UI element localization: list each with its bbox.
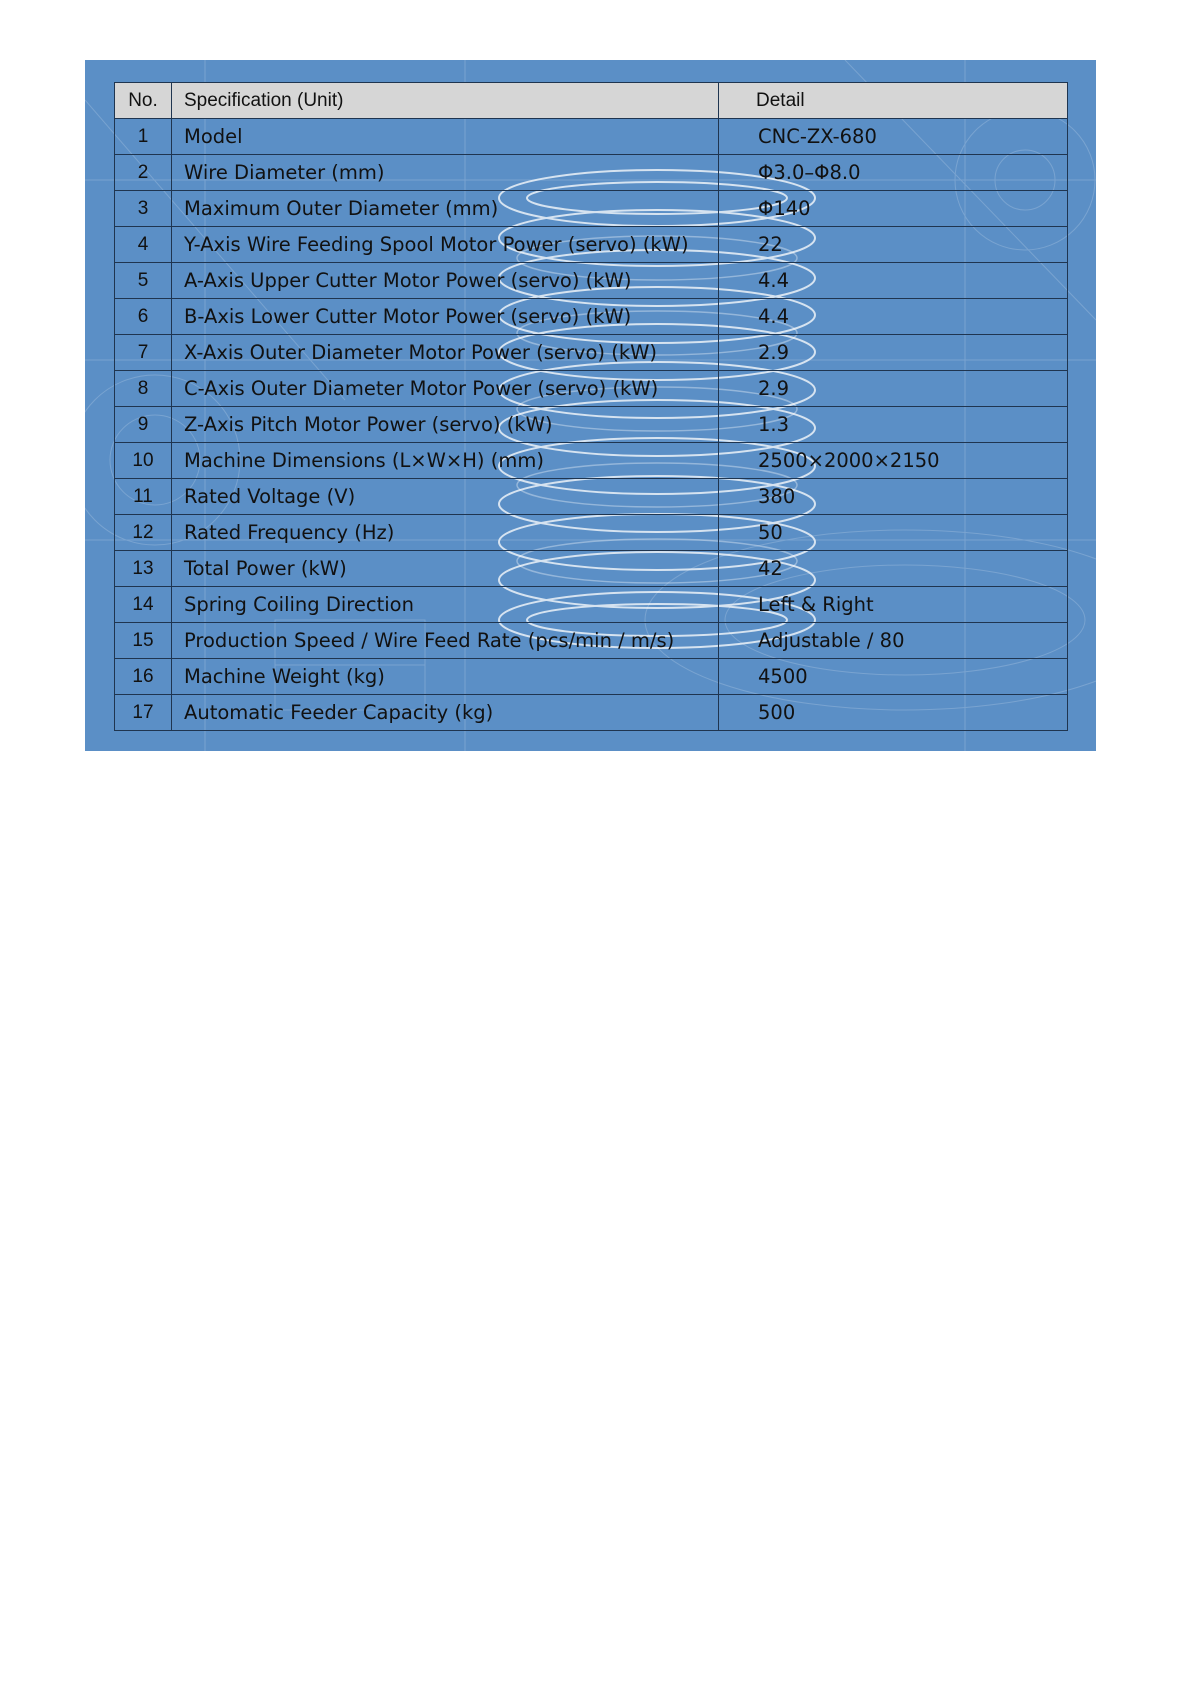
row-number-cell: 12: [115, 515, 172, 551]
row-number-cell: 13: [115, 551, 172, 587]
specification-cell: Spring Coiling Direction: [172, 587, 719, 623]
row-number-cell: 7: [115, 335, 172, 371]
detail-cell: 2.9: [719, 371, 1068, 407]
detail-cell: 2500×2000×2150: [719, 443, 1068, 479]
detail-cell: CNC-ZX-680: [719, 119, 1068, 155]
row-number-cell: 10: [115, 443, 172, 479]
row-number-cell: 5: [115, 263, 172, 299]
table-row: [115, 335, 1068, 371]
table-header-row: [115, 83, 1068, 119]
detail-cell: Left & Right: [719, 587, 1068, 623]
table-row: [115, 299, 1068, 335]
table-row: [115, 443, 1068, 479]
table-row: [115, 191, 1068, 227]
row-number-cell: 15: [115, 623, 172, 659]
table-row: [115, 587, 1068, 623]
row-number-cell: 6: [115, 299, 172, 335]
specification-cell: B-Axis Lower Cutter Motor Power (servo) (kW): [172, 299, 719, 335]
specification-cell: Machine Weight (kg): [172, 659, 719, 695]
row-number-cell: 11: [115, 479, 172, 515]
header-no: No.: [115, 83, 172, 119]
table-row: [115, 155, 1068, 191]
specification-table: [114, 82, 1068, 731]
table-row: [115, 623, 1068, 659]
table-row: [115, 263, 1068, 299]
table-row: [115, 407, 1068, 443]
spec-panel: [85, 60, 1096, 751]
specification-cell: Machine Dimensions (L×W×H) (mm): [172, 443, 719, 479]
row-number-cell: 14: [115, 587, 172, 623]
detail-cell: 2.9: [719, 335, 1068, 371]
table-row: [115, 371, 1068, 407]
detail-cell: 4500: [719, 659, 1068, 695]
table-row: [115, 479, 1068, 515]
detail-cell: 1.3: [719, 407, 1068, 443]
detail-cell: 22: [719, 227, 1068, 263]
specification-cell: Model: [172, 119, 719, 155]
table-row: [115, 119, 1068, 155]
detail-cell: 500: [719, 695, 1068, 731]
detail-cell: Φ3.0–Φ8.0: [719, 155, 1068, 191]
detail-cell: 4.4: [719, 299, 1068, 335]
row-number-cell: 4: [115, 227, 172, 263]
detail-cell: 380: [719, 479, 1068, 515]
detail-cell: 4.4: [719, 263, 1068, 299]
row-number-cell: 17: [115, 695, 172, 731]
detail-cell: 42: [719, 551, 1068, 587]
specification-cell: Rated Frequency (Hz): [172, 515, 719, 551]
detail-cell: Φ140: [719, 191, 1068, 227]
specification-cell: Rated Voltage (V): [172, 479, 719, 515]
specification-cell: Wire Diameter (mm): [172, 155, 719, 191]
header-specification: Specification (Unit): [172, 83, 719, 119]
specification-cell: Production Speed / Wire Feed Rate (pcs/min / m/s): [172, 623, 719, 659]
specification-cell: Maximum Outer Diameter (mm): [172, 191, 719, 227]
specification-cell: Total Power (kW): [172, 551, 719, 587]
table-row: [115, 695, 1068, 731]
row-number-cell: 9: [115, 407, 172, 443]
header-detail: Detail: [719, 83, 1068, 119]
specification-cell: X-Axis Outer Diameter Motor Power (servo) (kW): [172, 335, 719, 371]
specification-cell: C-Axis Outer Diameter Motor Power (servo) (kW): [172, 371, 719, 407]
row-number-cell: 2: [115, 155, 172, 191]
table-row: [115, 551, 1068, 587]
row-number-cell: 16: [115, 659, 172, 695]
specification-cell: Z-Axis Pitch Motor Power (servo) (kW): [172, 407, 719, 443]
specification-cell: A-Axis Upper Cutter Motor Power (servo) (kW): [172, 263, 719, 299]
table-row: [115, 659, 1068, 695]
row-number-cell: 3: [115, 191, 172, 227]
specification-cell: Automatic Feeder Capacity (kg): [172, 695, 719, 731]
row-number-cell: 8: [115, 371, 172, 407]
specification-cell: Y-Axis Wire Feeding Spool Motor Power (servo) (kW): [172, 227, 719, 263]
detail-cell: 50: [719, 515, 1068, 551]
table-row: [115, 227, 1068, 263]
table-row: [115, 515, 1068, 551]
detail-cell: Adjustable / 80: [719, 623, 1068, 659]
row-number-cell: 1: [115, 119, 172, 155]
